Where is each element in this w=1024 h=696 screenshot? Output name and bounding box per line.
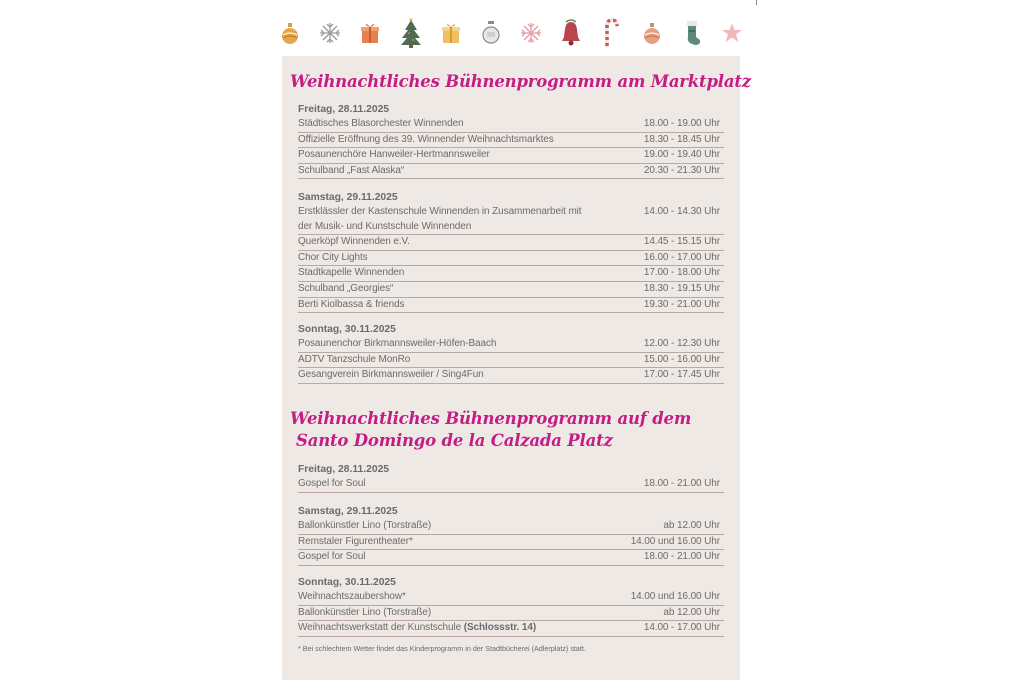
schedule-row: Schulband „Fast Alaska“ 20.30 - 21.30 Uhr <box>298 164 724 180</box>
star-icon <box>720 18 744 48</box>
schedule-row: Weihnachtswerkstatt der Kunstschule (Schlossstr. 14) 14.00 - 17.00 Uhr <box>298 621 724 637</box>
gift-icon <box>439 18 463 48</box>
program-title-marktplatz: Weihnachtliches Bühnenprogramm am Marktplatz <box>290 72 751 91</box>
schedule-row: Offizielle Eröffnung des 39. Winnender Weihnachtsmarktes 18.30 - 18.45 Uhr <box>298 133 724 149</box>
schedule-row: Querköpf Winnenden e.V. 14.45 - 15.15 Uhr <box>298 235 724 251</box>
program-title-line2: Santo Domingo de la Calzada Platz <box>296 431 613 450</box>
ornament-ball-icon <box>278 18 302 48</box>
day-block-friday-2 <box>298 463 724 493</box>
schedule-row: Städtisches Blasorchester Winnenden 18.00 - 19.00 Uhr <box>298 117 724 133</box>
day-block-friday <box>298 103 724 179</box>
schedule-row: Posaunenchor Birkmannsweiler-Höfen-Baach 12.00 - 12.30 Uhr <box>298 337 724 353</box>
schedule-row: Gesangverein Birkmannsweiler / Sing4Fun 17.00 - 17.45 Uhr <box>298 368 724 384</box>
day-block-saturday-2 <box>298 505 724 566</box>
snowflake-icon <box>519 18 543 48</box>
christmas-tree-icon <box>399 18 423 48</box>
lantern-icon <box>479 18 503 48</box>
ornament-ball-icon <box>640 18 664 48</box>
day-block-sunday <box>298 323 724 384</box>
edge-tick <box>756 0 757 5</box>
day-heading: Freitag, 28.11.2025 <box>298 104 390 115</box>
footnote: * Bei schlechtem Wetter findet das Kinderprogramm in der Stadtbücherei (Adlerplatz) statt. <box>298 644 586 653</box>
day-block-sunday-2 <box>298 576 724 637</box>
schedule-row: Gospel for Soul 18.00 - 21.00 Uhr <box>298 550 724 566</box>
gift-icon <box>358 18 382 48</box>
snowflake-icon <box>318 18 342 48</box>
stocking-icon <box>680 18 704 48</box>
schedule-row: Erstklässler der Kastenschule Winnenden in Zusammenarbeit mit der Musik- und Kunstschule Winnenden 14.00 - 14.30 Uhr <box>298 205 724 235</box>
schedule-row: Stadtkapelle Winnenden 17.00 - 18.00 Uhr <box>298 266 724 282</box>
schedule-row: ADTV Tanzschule MonRo 15.00 - 16.00 Uhr <box>298 353 724 369</box>
program-title-line1: Weihnachtliches Bühnenprogramm auf dem <box>290 409 692 428</box>
schedule-row: Gospel for Soul 18.00 - 21.00 Uhr <box>298 477 724 493</box>
schedule-row: Weihnachtszaubershow* 14.00 und 16.00 Uhr <box>298 590 724 606</box>
program-panel <box>282 56 751 680</box>
day-heading: Sonntag, 30.11.2025 <box>298 577 396 588</box>
schedule-row: Chor City Lights 16.00 - 17.00 Uhr <box>298 251 724 267</box>
schedule-row: Ballonkünstler Lino (Torstraße) ab 12.00 Uhr <box>298 519 724 535</box>
day-heading: Samstag, 29.11.2025 <box>298 506 398 517</box>
day-block-saturday <box>298 191 724 313</box>
day-heading: Freitag, 28.11.2025 <box>298 464 390 475</box>
bell-icon <box>559 18 583 48</box>
day-heading: Sonntag, 30.11.2025 <box>298 324 396 335</box>
schedule-row: Schulband „Georgies“ 18.30 - 19.15 Uhr <box>298 282 724 298</box>
schedule-row: Berti Kiolbassa & friends 19.30 - 21.00 Uhr <box>298 298 724 314</box>
program-title-santo-domingo <box>290 408 691 452</box>
decoration-row <box>278 16 744 50</box>
schedule-row: Posaunenchöre Hanweiler-Hertmannsweiler 19.00 - 19.40 Uhr <box>298 148 724 164</box>
day-heading: Samstag, 29.11.2025 <box>298 192 398 203</box>
candy-cane-icon <box>599 18 623 48</box>
schedule-row: Ballonkünstler Lino (Torstraße) ab 12.00 Uhr <box>298 606 724 622</box>
schedule-row: Remstaler Figurentheater* 14.00 und 16.00 Uhr <box>298 535 724 551</box>
